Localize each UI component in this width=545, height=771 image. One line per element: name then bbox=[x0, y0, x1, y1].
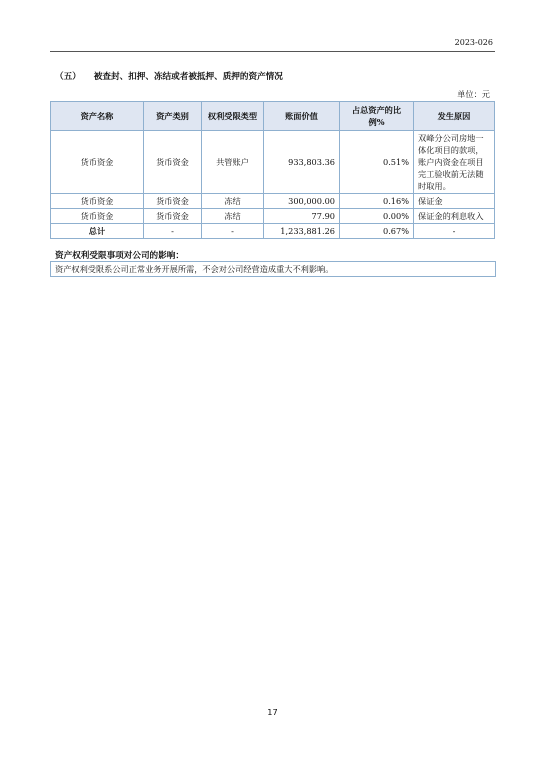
document-code: 2023-026 bbox=[454, 38, 493, 47]
section-number: （五） bbox=[55, 72, 81, 82]
column-header-restriction-type: 权利受限类型 bbox=[202, 102, 264, 131]
book-value-cell: 933,803.36 bbox=[264, 131, 340, 194]
total-label-cell: 总计 bbox=[51, 224, 144, 239]
reason-cell: 保证金的利息收入 bbox=[414, 209, 495, 224]
total-ratio-cell: 0.67% bbox=[340, 224, 414, 239]
asset-category-cell: 货币资金 bbox=[144, 209, 202, 224]
table-header-row bbox=[51, 102, 495, 131]
page-number: 17 bbox=[267, 707, 278, 717]
restriction-type-cell: 冻结 bbox=[202, 209, 264, 224]
column-header-ratio: 占总资产的比例% bbox=[340, 102, 414, 131]
unit-label: 单位：元 bbox=[457, 89, 490, 99]
section-heading bbox=[55, 70, 283, 82]
reason-cell: 双峰分公司房地一体化项目的款项，账户内资金在项目完工验收前无法随时取用。 bbox=[414, 131, 495, 194]
impact-heading: 资产权利受限事项对公司的影响： bbox=[55, 251, 184, 261]
table-row bbox=[51, 209, 495, 224]
table-total-row bbox=[51, 224, 495, 239]
book-value-cell: 77.90 bbox=[264, 209, 340, 224]
asset-name-cell: 货币资金 bbox=[51, 194, 144, 209]
asset-name-cell: 货币资金 bbox=[51, 131, 144, 194]
total-reason-cell: - bbox=[414, 224, 495, 239]
column-header-reason: 发生原因 bbox=[414, 102, 495, 131]
restricted-assets-table bbox=[50, 101, 495, 239]
header-divider bbox=[50, 51, 495, 52]
restriction-type-cell: 共管账户 bbox=[202, 131, 264, 194]
ratio-cell: 0.51% bbox=[340, 131, 414, 194]
section-title: 被查封、扣押、冻结或者被抵押、质押的资产情况 bbox=[93, 72, 283, 82]
total-type-cell: - bbox=[202, 224, 264, 239]
impact-text-box: 资产权利受限系公司正常业务开展所需，不会对公司经营造成重大不利影响。 bbox=[50, 261, 496, 277]
total-value-cell: 1,233,881.26 bbox=[264, 224, 340, 239]
column-header-asset-name: 资产名称 bbox=[51, 102, 144, 131]
reason-cell: 保证金 bbox=[414, 194, 495, 209]
table-row bbox=[51, 131, 495, 194]
total-category-cell: - bbox=[144, 224, 202, 239]
asset-category-cell: 货币资金 bbox=[144, 194, 202, 209]
restriction-type-cell: 冻结 bbox=[202, 194, 264, 209]
table-row bbox=[51, 194, 495, 209]
asset-name-cell: 货币资金 bbox=[51, 209, 144, 224]
ratio-cell: 0.16% bbox=[340, 194, 414, 209]
column-header-asset-category: 资产类别 bbox=[144, 102, 202, 131]
ratio-cell: 0.00% bbox=[340, 209, 414, 224]
asset-category-cell: 货币资金 bbox=[144, 131, 202, 194]
book-value-cell: 300,000.00 bbox=[264, 194, 340, 209]
column-header-book-value: 账面价值 bbox=[264, 102, 340, 131]
